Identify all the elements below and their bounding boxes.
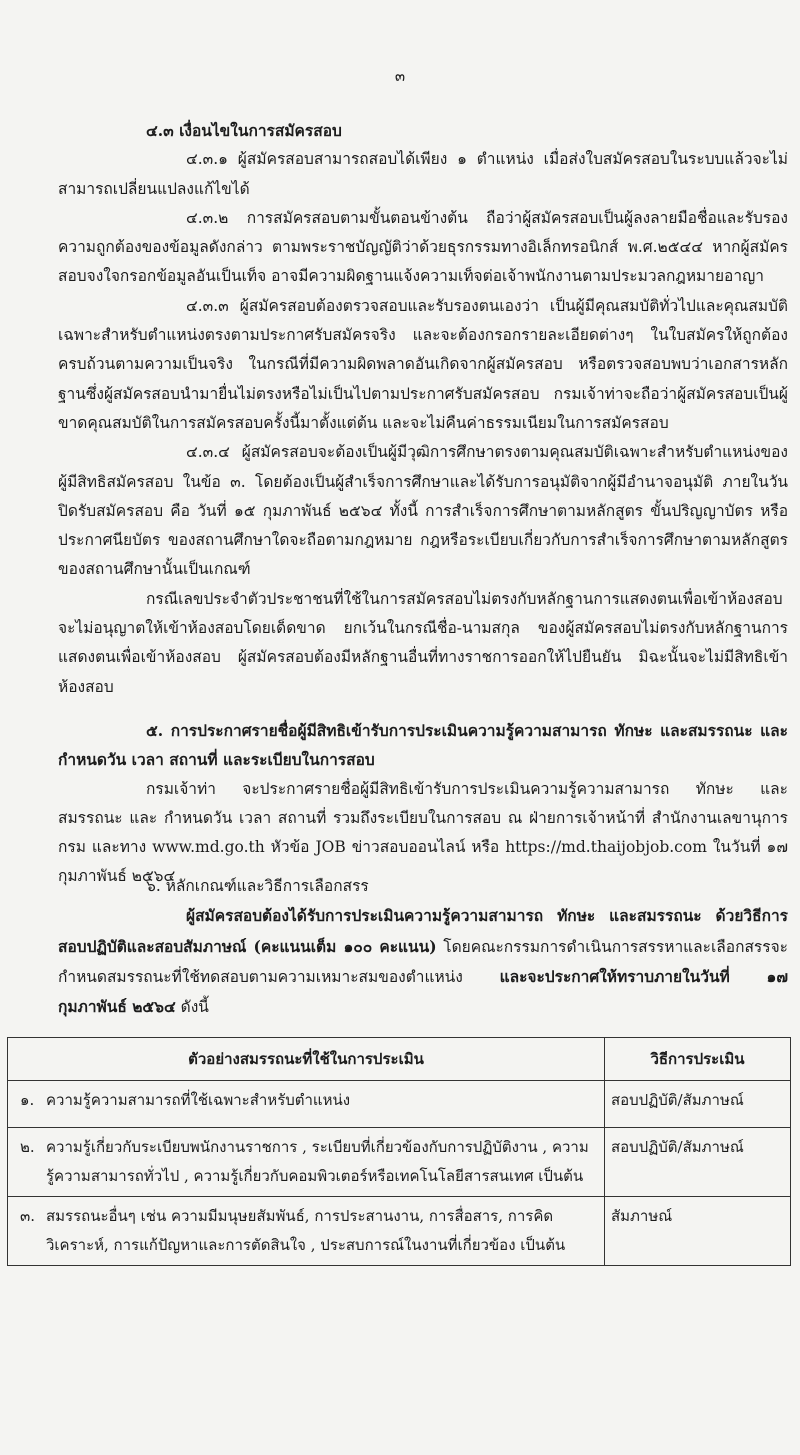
competency-table [7,1037,791,1266]
row-method: สอบปฏิบัติ/สัมภาษณ์ [605,1081,791,1128]
clause-4-3-3: ๔.๓.๓ ผู้สมัครสอบต้องตรวจสอบและรับรองตนเองว่า เป็นผู้มีคุณสมบัติทั่วไปและคุณสมบัติเฉพาะสำหรับตำแหน่งตรงตามประกาศรับสมัครจริง และจะต้องกรอกรายละเอียดต่างๆ ในใบสมัครให้ถูกต้องครบถ้วนตามความเป็นจริง ในกรณีที่มีความผิดพลาดอันเกิดจากผู้สมัครสอบ หรือตรวจสอบพบว่าเอกสารหลักฐานซึ่งผู้สมัครสอบนำมายื่นไม่ตรงหรือไม่เป็นไปตามประกาศรับสมัครสอบ กรมเจ้าท่าจะถือว่าผู้สมัครสอบเป็นผู้ขาดคุณสมบัติในการสมัครสอบครั้งนี้มาตั้งแต่ต้น และจะไม่คืนค่าธรรมเนียมในการสมัครสอบ [58,296,788,432]
row-number: ๒. [20,1138,35,1156]
section-5-body: กรมเจ้าท่า จะประกาศรายชื่อผู้มีสิทธิเข้ารับการประเมินความรู้ความสามารถ ทักษะ และสมรรถนะ และ กำหนดวัน เวลา สถานที่ รวมถึงระเบียบในการสอบ ณ ฝ่ายการเจ้าหน้าที่ สำนักงานเลขานุการกรม และทาง www.md.go.th หัวข้อ JOB ข่าวสอบออนไลน์ หรือ https://md.thaijobjob.com ในวันที่ ๑๗ กุมภาพันธ์ ๒๕๖๔ [58,779,788,886]
table-header-competency: ตัวอย่างสมรรถนะที่ใช้ในการประเมิน [8,1038,605,1081]
row-number: ๓. [20,1207,36,1225]
table-row [8,1128,791,1197]
section-4-3 [58,116,788,702]
section-6 [58,872,788,1022]
table-row [8,1197,791,1266]
row-description: ความรู้เกี่ยวกับระเบียบพนักงานราชการ , ระเบียบที่เกี่ยวข้องกับการปฏิบัติงาน , ความรู้ความสามารถทั่วไป , ความรู้เกี่ยวกับคอมพิวเตอร์หรือเทคโนโลยีสารสนเทศ เป็นต้น [46,1138,589,1185]
section-6-body [58,901,788,1022]
section-5 [58,716,788,892]
section-6-heading: ๖. หลักเกณฑ์และวิธีการเลือกสรร [146,877,369,895]
clause-4-3-4: ๔.๓.๔ ผู้สมัครสอบจะต้องเป็นผู้มีวุฒิการศึกษาตรงตามคุณสมบัติเฉพาะสำหรับตำแหน่งของผู้มีสิทธิสมัครสอบ ในข้อ ๓. โดยต้องเป็นผู้สำเร็จการศึกษาและได้รับการอนุมัติจากผู้มีอำนาจอนุมัติ ภายในวันปิดรับสมัครสอบ คือ วันที่ ๑๕ กุมภาพันธ์ ๒๕๖๔ ทั้งนี้ การสำเร็จการศึกษาตามหลักสูตร ขั้นปริญญาบัตร หรือประกาศนียบัตร ของสถานศึกษาใดจะถือตามกฎหมาย กฎหรือระเบียบเกี่ยวกับการสำเร็จการศึกษาตามหลักสูตรของสถานศึกษานั้นเป็นเกณฑ์ [58,443,788,579]
section-6-body-end: ดังนี้ [175,998,209,1017]
row-description: ความรู้ความสามารถที่ใช้เฉพาะสำหรับตำแหน่ง [46,1091,351,1109]
section-6-body-normal: โดยคณะกรรมการดำเนินการสรรหาและเลือกสรรจะกำหนดสมรรถนะที่ใช้ทดสอบตามความเหมาะสมของตำแหน่ง [58,937,788,986]
table-header-method: วิธีการประเมิน [605,1038,791,1081]
clause-4-3-2: ๔.๓.๒ การสมัครสอบตามขั้นตอนข้างต้น ถือว่าผู้สมัครสอบเป็นผู้ลงลายมือชื่อและรับรองความถูกต้องของข้อมูลดังกล่าว ตามพระราชบัญญัติว่าด้วยธุรกรรมทางอิเล็กทรอนิกส์ พ.ศ.๒๕๔๔ หากผู้สมัครสอบจงใจกรอกข้อมูลอันเป็นเท็จ อาจมีความผิดฐานแจ้งความเท็จต่อเจ้าพนักงานตามประมวลกฎหมายอาญา [58,208,788,286]
id-card-note: กรณีเลขประจำตัวประชาชนที่ใช้ในการสมัครสอบไม่ตรงกับหลักฐานการแสดงตนเพื่อเข้าห้องสอบจะไม่อนุญาตให้เข้าห้องสอบโดยเด็ดขาด ยกเว้นในกรณีชื่อ-นามสกุล ของผู้สมัครสอบไม่ตรงกับหลักฐานการแสดงตนเพื่อเข้าห้องสอบ ผู้สมัครสอบต้องมีหลักฐานอื่นที่ทางราชการออกให้ไปยืนยัน มิฉะนั้นจะไม่มีสิทธิเข้าห้องสอบ [58,589,788,696]
table-header-row [8,1038,791,1081]
section-6-body-bold2: และจะประกาศให้ทราบภายในวันที่ ๑๗ กุมภาพันธ์ ๒๕๖๔ [58,966,788,1017]
section-6-body-bold: ผู้สมัครสอบต้องได้รับการประเมินความรู้ความสามารถ ทักษะ และสมรรถนะ ด้วยวิธีการสอบปฏิบัติและสอบสัมภาษณ์ (คะแนนเต็ม ๑๐๐ คะแนน) [58,906,788,956]
row-description: สมรรถนะอื่นๆ เช่น ความมีมนุษยสัมพันธ์, การประสานงาน, การสื่อสาร, การคิดวิเคราะห์, การแก้ปัญหาและการตัดสินใจ , ประสบการณ์ในงานที่เกี่ยวข้อง เป็นต้น [46,1207,566,1254]
row-method: สอบปฏิบัติ/สัมภาษณ์ [605,1128,791,1197]
clause-4-3-1: ๔.๓.๑ ผู้สมัครสอบสามารถสอบได้เพียง ๑ ตำแหน่ง เมื่อส่งใบสมัครสอบในระบบแล้วจะไม่สามารถเปลี่ยนแปลงแก้ไขได้ [58,150,788,198]
section-4-3-heading: ๔.๓ เงื่อนไขในการสมัครสอบ [146,121,342,140]
row-method: สัมภาษณ์ [605,1197,791,1266]
row-number: ๑. [20,1091,35,1109]
page-number: ๓ [394,67,406,85]
table-row [8,1081,791,1128]
section-5-heading: ๕. การประกาศรายชื่อผู้มีสิทธิเข้ารับการประเมินความรู้ความสามารถ ทักษะ และสมรรถนะ และกำหนดวัน เวลา สถานที่ และระเบียบในการสอบ [58,721,788,770]
